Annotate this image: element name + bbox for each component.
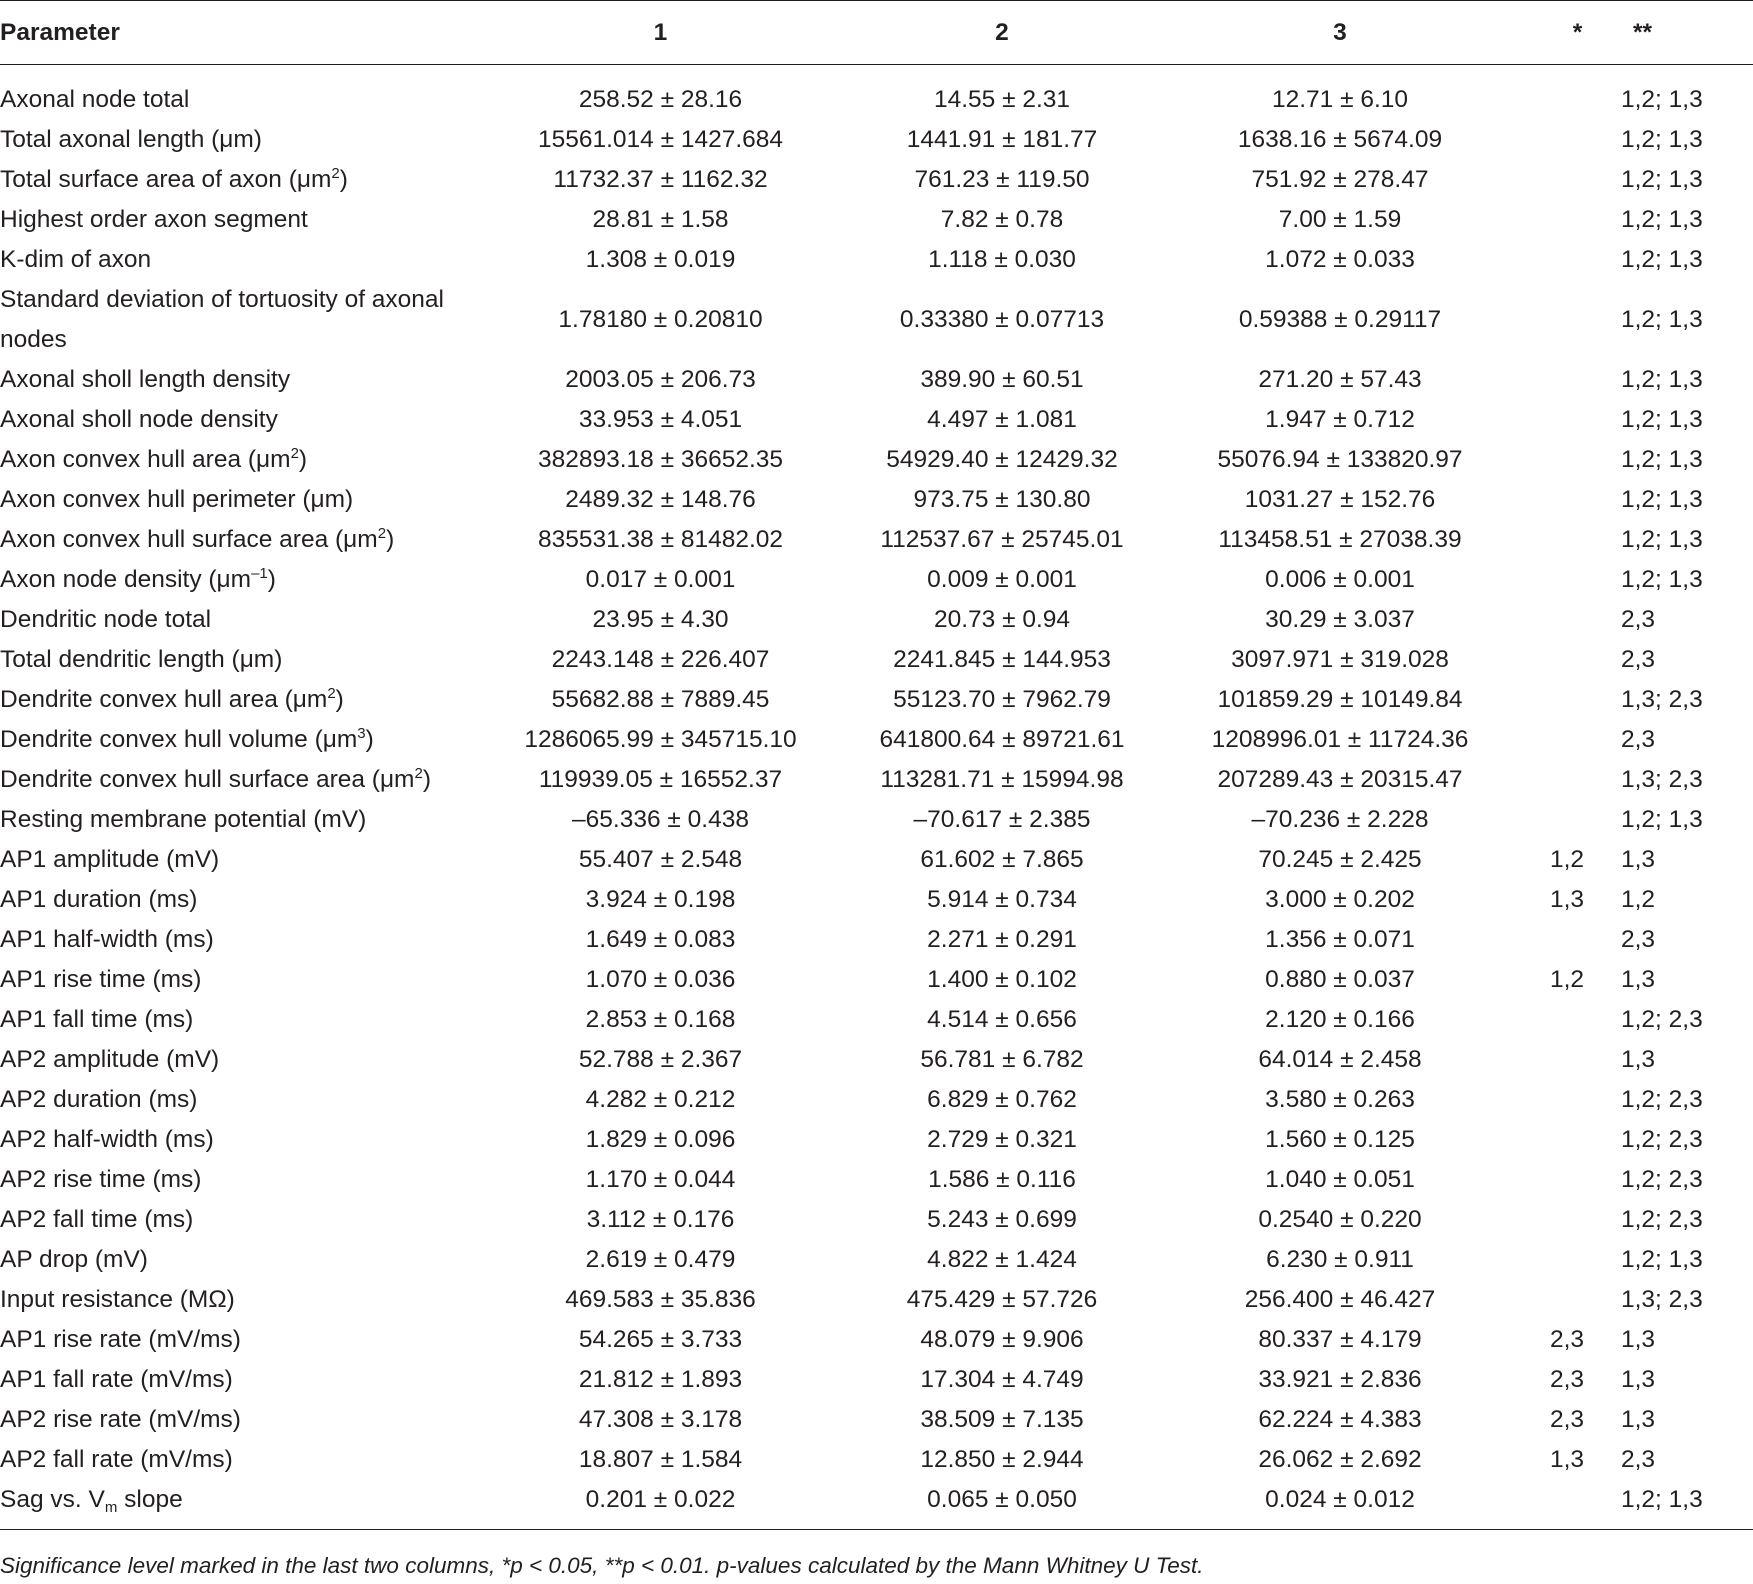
cell-significance-p05 <box>1534 160 1621 200</box>
cell-group-1: 1286065.99 ± 345715.10 <box>524 726 797 753</box>
cell-group-3: 0.024 ± 0.012 <box>1265 1486 1415 1513</box>
cell-group-2: 973.75 ± 130.80 <box>913 486 1091 513</box>
cell-group-1: 2003.05 ± 206.73 <box>565 366 756 393</box>
cell-significance-p05 <box>1534 240 1621 280</box>
cell-group-1: –65.336 ± 0.438 <box>572 806 749 833</box>
cell-significance-p05 <box>1534 1200 1621 1240</box>
cell-group-3: 30.29 ± 3.037 <box>1265 606 1415 633</box>
cell-parameter: Dendrite convex hull surface area $(\mu m^2)$ <box>0 765 431 793</box>
cell-significance-p01: 1,2; 1,3 <box>1621 486 1703 513</box>
table-row <box>0 360 1753 400</box>
cell-group-1: 2.853 ± 0.168 <box>585 1006 736 1033</box>
table-row <box>0 880 1753 920</box>
cell-parameter: Total dendritic length (μm) <box>0 646 283 673</box>
table-row <box>0 800 1753 840</box>
cell-parameter: AP2 duration (ms) <box>0 1086 198 1113</box>
cell-significance-p01: 1,2; 1,3 <box>1621 206 1703 233</box>
table-row <box>0 1040 1753 1080</box>
cell-significance-p01: 1,2; 1,3 <box>1621 446 1703 473</box>
table-row <box>0 120 1753 160</box>
cell-parameter: AP2 rise rate (mV/ms) <box>0 1406 241 1433</box>
cell-significance-p05: 1,3 <box>1550 886 1585 913</box>
cell-significance-p01: 2,3 <box>1621 1446 1656 1473</box>
cell-parameter: Dendritic node total <box>0 606 212 633</box>
table-row <box>0 240 1753 280</box>
cell-group-2: 1.400 ± 0.102 <box>927 966 1077 993</box>
table-row <box>0 760 1753 800</box>
table-row <box>0 480 1753 520</box>
cell-significance-p05: 2,3 <box>1550 1366 1585 1393</box>
table-row <box>0 720 1753 760</box>
cell-significance-p05: 1,2 <box>1550 966 1585 993</box>
cell-significance-p01: 1,3 <box>1621 1366 1656 1393</box>
cell-group-3: 0.880 ± 0.037 <box>1265 966 1415 993</box>
cell-group-3: 3.000 ± 0.202 <box>1265 886 1415 913</box>
cell-significance-p01: 1,3; 2,3 <box>1621 766 1703 793</box>
cell-significance-p01: 1,2; 1,3 <box>1621 306 1703 333</box>
cell-significance-p01: 1,3 <box>1621 1406 1656 1433</box>
cell-group-1: 469.583 ± 35.836 <box>565 1286 756 1313</box>
cell-group-3: 1.560 ± 0.125 <box>1265 1126 1415 1153</box>
cell-group-1: 1.308 ± 0.019 <box>585 246 736 273</box>
cell-parameter: Axon node density $(\mu m^{-1})$ <box>0 565 276 593</box>
cell-group-2: 54929.40 ± 12429.32 <box>886 446 1118 473</box>
cell-group-1: 33.953 ± 4.051 <box>578 406 743 433</box>
table-row <box>0 1480 1753 1530</box>
cell-group-2: 38.509 ± 7.135 <box>920 1406 1084 1433</box>
cell-significance-p05: 2,3 <box>1550 1406 1585 1433</box>
cell-significance-p01: 1,2 <box>1621 886 1656 913</box>
cell-parameter: AP2 fall rate (mV/ms) <box>0 1446 233 1473</box>
header-group-2: 2 <box>858 1 1146 65</box>
cell-group-2: 6.829 ± 0.762 <box>927 1086 1077 1113</box>
cell-group-3: 271.20 ± 57.43 <box>1258 366 1422 393</box>
cell-parameter: AP1 fall rate (mV/ms) <box>0 1366 233 1393</box>
cell-group-2: 4.514 ± 0.656 <box>927 1006 1077 1033</box>
cell-group-1: 28.81 ± 1.58 <box>592 206 729 233</box>
cell-group-1: 21.812 ± 1.893 <box>578 1366 743 1393</box>
cell-group-2: 2.729 ± 0.321 <box>927 1126 1077 1153</box>
cell-group-3: 33.921 ± 2.836 <box>1258 1366 1422 1393</box>
cell-parameter: Axon convex hull perimeter (μm) <box>0 486 354 513</box>
cell-significance-p01: 1,2; 1,3 <box>1621 366 1703 393</box>
cell-significance-p01: 1,3; 2,3 <box>1621 686 1703 713</box>
cell-group-3: 751.92 ± 278.47 <box>1251 166 1429 193</box>
cell-group-3: 1.356 ± 0.071 <box>1265 926 1415 953</box>
cell-group-2: 641800.64 ± 89721.61 <box>879 726 1125 753</box>
cell-group-2: 1.118 ± 0.030 <box>928 246 1076 273</box>
cell-significance-p05: 2,3 <box>1550 1326 1585 1353</box>
cell-significance-p05: 1,3 <box>1550 1446 1585 1473</box>
cell-significance-p05 <box>1534 1480 1621 1530</box>
cell-significance-p05: 1,2 <box>1550 846 1585 873</box>
cell-group-2: 14.55 ± 2.31 <box>933 86 1071 113</box>
table-footnote: Significance level marked in the last two columns, *p < 0.05, **p < 0.01. p-values calculated by the Mann Whitney U Test. <box>0 1553 1204 1578</box>
cell-group-3: 80.337 ± 4.179 <box>1258 1326 1422 1353</box>
table-row <box>0 1080 1753 1120</box>
cell-parameter: Dendrite convex hull volume $(\mu m^3)$ <box>0 725 374 753</box>
cell-group-2: 113281.71 ± 15994.98 <box>880 766 1124 793</box>
cell-group-1: 1.170 ± 0.044 <box>585 1166 736 1193</box>
cell-group-2: –70.617 ± 2.385 <box>913 806 1091 833</box>
table-row <box>0 680 1753 720</box>
cell-group-3: 6.230 ± 0.911 <box>1266 1246 1414 1273</box>
cell-group-3: 1208996.01 ± 11724.36 <box>1211 726 1469 753</box>
cell-group-1: 835531.38 ± 81482.02 <box>537 526 784 553</box>
cell-significance-p05 <box>1534 560 1621 600</box>
cell-group-2: 389.90 ± 60.51 <box>920 366 1084 393</box>
cell-group-3: 2.120 ± 0.166 <box>1265 1006 1415 1033</box>
cell-group-1: 11732.37 ± 1162.32 <box>553 166 768 193</box>
cell-parameter: AP2 half-width (ms) <box>0 1126 214 1153</box>
cell-group-3: 55076.94 ± 133820.97 <box>1217 446 1463 473</box>
table-row <box>0 1440 1753 1480</box>
cell-significance-p05 <box>1534 400 1621 440</box>
table-row <box>0 160 1753 200</box>
cell-group-3: 1.040 ± 0.051 <box>1265 1166 1415 1193</box>
cell-significance-p05 <box>1534 480 1621 520</box>
table-row <box>0 200 1753 240</box>
table-row <box>0 1160 1753 1200</box>
cell-parameter: Axon convex hull area $(\mu m^2)$ <box>0 445 308 473</box>
table-row <box>0 280 1753 360</box>
table-row <box>0 1200 1753 1240</box>
cell-group-3: 64.014 ± 2.458 <box>1258 1046 1422 1073</box>
cell-significance-p05 <box>1534 800 1621 840</box>
cell-group-1: 3.112 ± 0.176 <box>586 1206 735 1233</box>
cell-significance-p05 <box>1534 120 1621 160</box>
header-group-3: 3 <box>1146 1 1534 65</box>
table-body <box>0 65 1753 1530</box>
cell-group-1: 3.924 ± 0.198 <box>585 886 736 913</box>
cell-parameter: AP2 fall time (ms) <box>0 1206 194 1233</box>
cell-group-2: 48.079 ± 9.906 <box>920 1326 1084 1353</box>
cell-significance-p01: 1,2; 1,3 <box>1621 86 1703 113</box>
cell-group-2: 2.271 ± 0.291 <box>927 926 1077 953</box>
cell-group-2: 0.065 ± 0.050 <box>927 1486 1077 1513</box>
cell-significance-p01: 2,3 <box>1621 606 1656 633</box>
cell-group-2: 5.243 ± 0.699 <box>927 1206 1077 1233</box>
cell-significance-p01: 1,2; 1,3 <box>1621 806 1703 833</box>
cell-group-2: 0.33380 ± 0.07713 <box>899 306 1105 333</box>
table-row <box>0 1320 1753 1360</box>
cell-group-2: 112537.67 ± 25745.01 <box>880 526 1124 553</box>
cell-significance-p01: 1,2; 1,3 <box>1621 566 1703 593</box>
cell-parameter: Standard deviation of tortuosity of axonal nodes <box>0 286 445 353</box>
cell-group-1: 0.017 ± 0.001 <box>585 566 736 593</box>
cell-significance-p05 <box>1534 520 1621 560</box>
cell-significance-p05 <box>1534 440 1621 480</box>
cell-group-3: 0.2540 ± 0.220 <box>1258 1206 1422 1233</box>
cell-group-3: 0.006 ± 0.001 <box>1265 566 1415 593</box>
table-row <box>0 400 1753 440</box>
header-significance-p01: ** <box>1621 1 1753 65</box>
cell-group-3: 26.062 ± 2.692 <box>1258 1446 1422 1473</box>
cell-parameter: Axonal sholl node density <box>0 406 278 433</box>
cell-significance-p01: 1,2; 2,3 <box>1621 1086 1703 1113</box>
header-parameter: Parameter <box>0 1 463 65</box>
cell-group-3: 1031.27 ± 152.76 <box>1244 486 1436 513</box>
cell-significance-p01: 1,3; 2,3 <box>1621 1286 1703 1313</box>
cell-parameter: Dendrite convex hull area $(\mu m^2)$ <box>0 685 344 713</box>
cell-parameter: Axonal sholl length density <box>0 366 291 393</box>
table-row <box>0 600 1753 640</box>
cell-group-2: 56.781 ± 6.782 <box>920 1046 1084 1073</box>
table-row <box>0 1240 1753 1280</box>
cell-significance-p01: 2,3 <box>1621 646 1656 673</box>
cell-significance-p01: 1,2; 1,3 <box>1621 1486 1703 1513</box>
table-row <box>0 440 1753 480</box>
cell-significance-p05 <box>1534 280 1621 360</box>
cell-group-2: 55123.70 ± 7962.79 <box>893 686 1111 713</box>
cell-significance-p05 <box>1534 920 1621 960</box>
cell-significance-p05 <box>1534 680 1621 720</box>
cell-significance-p05 <box>1534 1240 1621 1280</box>
cell-parameter: AP drop (mV) <box>0 1246 148 1273</box>
cell-group-1: 2243.148 ± 226.407 <box>551 646 770 673</box>
cell-significance-p05 <box>1534 1160 1621 1200</box>
cell-group-3: 0.59388 ± 0.29117 <box>1238 306 1442 333</box>
cell-group-1: 54.265 ± 3.733 <box>578 1326 743 1353</box>
cell-group-2: 1441.91 ± 181.77 <box>906 126 1098 153</box>
cell-parameter: Highest order axon segment <box>0 206 308 233</box>
cell-group-1: 1.070 ± 0.036 <box>585 966 736 993</box>
cell-group-3: 3.580 ± 0.263 <box>1265 1086 1415 1113</box>
table-row <box>0 920 1753 960</box>
table-row <box>0 560 1753 600</box>
cell-group-3: 207289.43 ± 20315.47 <box>1217 766 1463 793</box>
cell-group-3: 3097.971 ± 319.028 <box>1231 646 1449 673</box>
cell-significance-p05 <box>1534 360 1621 400</box>
table-row <box>0 1120 1753 1160</box>
table-row <box>0 840 1753 880</box>
cell-group-2: 20.73 ± 0.94 <box>933 606 1071 633</box>
cell-significance-p01: 1,2; 1,3 <box>1621 406 1703 433</box>
cell-group-3: 256.400 ± 46.427 <box>1244 1286 1436 1313</box>
cell-group-3: 70.245 ± 2.425 <box>1258 846 1422 873</box>
cell-group-1: 1.829 ± 0.096 <box>585 1126 736 1153</box>
cell-group-3: 7.00 ± 1.59 <box>1278 206 1402 233</box>
cell-group-1: 18.807 ± 1.584 <box>578 1446 743 1473</box>
cell-significance-p05 <box>1534 200 1621 240</box>
cell-significance-p05 <box>1534 640 1621 680</box>
table-row <box>0 1360 1753 1400</box>
cell-group-2: 5.914 ± 0.734 <box>927 886 1077 913</box>
cell-significance-p05 <box>1534 720 1621 760</box>
cell-group-1: 55.407 ± 2.548 <box>578 846 743 873</box>
cell-group-3: 1.947 ± 0.712 <box>1265 406 1415 433</box>
cell-significance-p01: 2,3 <box>1621 926 1656 953</box>
cell-significance-p05 <box>1534 1000 1621 1040</box>
cell-group-3: 12.71 ± 6.10 <box>1271 86 1409 113</box>
cell-group-1: 0.201 ± 0.022 <box>585 1486 736 1513</box>
cell-group-1: 2.619 ± 0.479 <box>585 1246 736 1273</box>
cell-parameter: Axonal node total <box>0 86 190 113</box>
cell-group-1: 1.78180 ± 0.20810 <box>558 306 763 333</box>
table-row <box>0 960 1753 1000</box>
cell-significance-p01: 1,2; 1,3 <box>1621 246 1703 273</box>
cell-significance-p01: 1,2; 1,3 <box>1621 526 1703 553</box>
cell-parameter: Total surface area of axon $(\mu m^2)$ <box>0 165 348 193</box>
cell-group-1: 52.788 ± 2.367 <box>578 1046 743 1073</box>
cell-parameter: Input resistance (MΩ) <box>0 1286 235 1313</box>
header-group-1: 1 <box>463 1 858 65</box>
cell-significance-p05 <box>1534 1080 1621 1120</box>
table-row <box>0 65 1753 121</box>
cell-parameter: AP1 rise time (ms) <box>0 966 202 993</box>
cell-group-2: 475.429 ± 57.726 <box>906 1286 1098 1313</box>
cell-parameter: AP2 rise time (ms) <box>0 1166 202 1193</box>
header-significance-p05: * <box>1534 1 1621 65</box>
table-row <box>0 1000 1753 1040</box>
cell-group-2: 17.304 ± 4.749 <box>920 1366 1084 1393</box>
cell-group-3: 1638.16 ± 5674.09 <box>1237 126 1443 153</box>
cell-significance-p05 <box>1534 1120 1621 1160</box>
cell-significance-p01: 1,3 <box>1621 1326 1656 1353</box>
cell-group-3: 101859.29 ± 10149.84 <box>1217 686 1463 713</box>
cell-significance-p01: 1,3 <box>1621 846 1656 873</box>
cell-significance-p01: 1,2; 1,3 <box>1621 166 1703 193</box>
cell-group-1: 1.649 ± 0.083 <box>585 926 736 953</box>
cell-group-2: 7.82 ± 0.78 <box>940 206 1064 233</box>
cell-group-1: 47.308 ± 3.178 <box>578 1406 743 1433</box>
cell-group-2: 761.23 ± 119.50 <box>914 166 1090 193</box>
cell-group-1: 2489.32 ± 148.76 <box>565 486 756 513</box>
cell-parameter: AP1 rise rate (mV/ms) <box>0 1326 241 1353</box>
cell-significance-p01: 2,3 <box>1621 726 1656 753</box>
cell-group-1: 15561.014 ± 1427.684 <box>537 126 784 153</box>
cell-group-2: 4.822 ± 1.424 <box>927 1246 1077 1273</box>
table-row <box>0 1280 1753 1320</box>
cell-significance-p01: 1,2; 2,3 <box>1621 1206 1703 1233</box>
table-row <box>0 1400 1753 1440</box>
cell-group-2: 1.586 ± 0.116 <box>928 1166 1076 1193</box>
cell-parameter: AP1 duration (ms) <box>0 886 198 913</box>
cell-significance-p01: 1,2; 1,3 <box>1621 126 1703 153</box>
cell-group-2: 0.009 ± 0.001 <box>927 566 1077 593</box>
cell-group-1: 382893.18 ± 36652.35 <box>537 446 784 473</box>
cell-group-1: 55682.88 ± 7889.45 <box>551 686 770 713</box>
cell-group-2: 61.602 ± 7.865 <box>920 846 1084 873</box>
table-row <box>0 520 1753 560</box>
cell-significance-p05 <box>1534 1040 1621 1080</box>
cell-group-3: –70.236 ± 2.228 <box>1251 806 1429 833</box>
cell-significance-p05 <box>1534 760 1621 800</box>
cell-significance-p01: 1,2; 2,3 <box>1621 1126 1703 1153</box>
cell-group-1: 258.52 ± 28.16 <box>578 86 743 113</box>
table-row <box>0 640 1753 680</box>
cell-parameter: AP1 amplitude (mV) <box>0 846 220 873</box>
cell-parameter: Total axonal length (μm) <box>0 126 262 153</box>
header-row <box>0 1 1753 65</box>
cell-parameter: Axon convex hull surface area $(\mu m^2)$ <box>0 525 395 553</box>
cell-group-3: 113458.51 ± 27038.39 <box>1218 526 1462 553</box>
cell-significance-p01: 1,2; 2,3 <box>1621 1006 1703 1033</box>
cell-significance-p05 <box>1534 600 1621 640</box>
cell-parameter: Sag vs. $V_m$ slope <box>0 1486 183 1516</box>
cell-group-2: 4.497 ± 1.081 <box>927 406 1077 433</box>
cell-significance-p01: 1,2; 1,3 <box>1621 1246 1703 1273</box>
cell-group-1: 4.282 ± 0.212 <box>585 1086 736 1113</box>
cell-group-1: 23.95 ± 4.30 <box>592 606 729 633</box>
cell-parameter: AP1 fall time (ms) <box>0 1006 194 1033</box>
cell-parameter: AP1 half-width (ms) <box>0 926 214 953</box>
cell-significance-p01: 1,3 <box>1621 966 1656 993</box>
table-header <box>0 1 1753 65</box>
cell-significance-p01: 1,3 <box>1621 1046 1656 1073</box>
cell-parameter: K-dim of axon <box>0 246 152 273</box>
cell-group-3: 1.072 ± 0.033 <box>1265 246 1415 273</box>
cell-significance-p01: 1,2; 2,3 <box>1621 1166 1703 1193</box>
cell-parameter: Resting membrane potential (mV) <box>0 806 367 833</box>
cell-parameter: AP2 amplitude (mV) <box>0 1046 220 1073</box>
cell-significance-p05 <box>1534 65 1621 121</box>
cell-group-3: 62.224 ± 4.383 <box>1258 1406 1422 1433</box>
cell-group-2: 12.850 ± 2.944 <box>920 1446 1084 1473</box>
cell-group-1: 119939.05 ± 16552.37 <box>538 766 783 793</box>
cell-group-2: 2241.845 ± 144.953 <box>893 646 1111 673</box>
cell-significance-p05 <box>1534 1280 1621 1320</box>
